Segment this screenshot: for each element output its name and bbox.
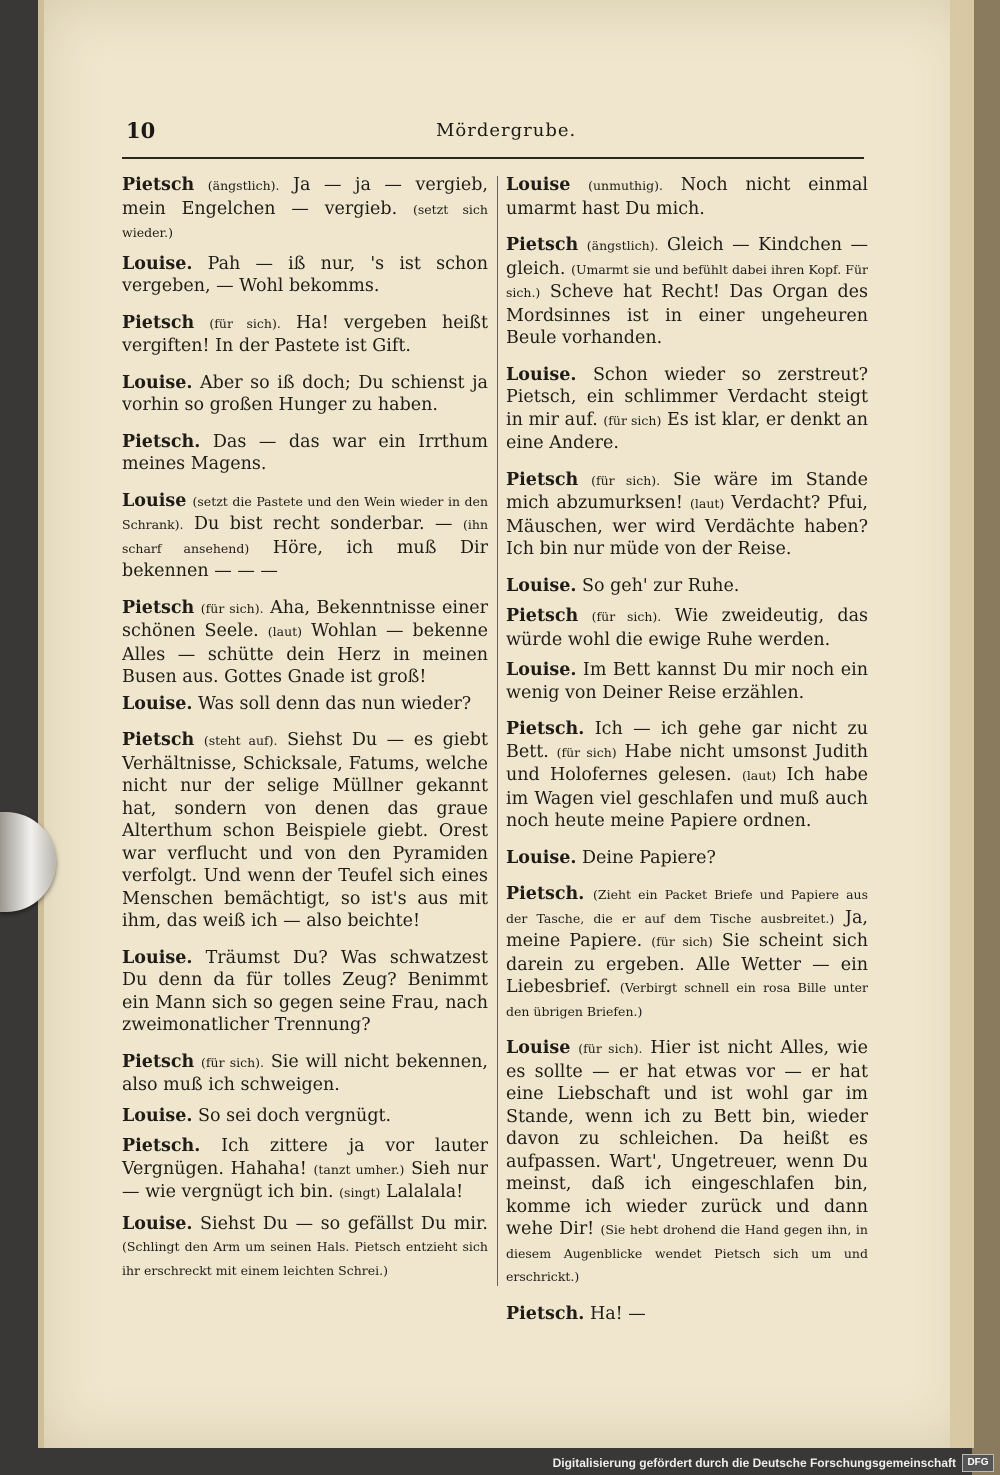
page-header bbox=[126, 116, 862, 156]
dialogue-line: Pietsch. Das — das war ein Irrthum meines Magens. bbox=[122, 431, 488, 474]
dialogue-line: Louise. Aber so iß doch; Du schienst ja vorhin so großen Hunger zu haben. bbox=[122, 372, 488, 415]
dialogue-line: Louise. Pah — iß nur, 's ist schon vergeben, — Wohl bekomms. bbox=[122, 253, 488, 296]
dialogue-line: Pietsch. Ich zittere ja vor lauter Vergnügen. Hahaha! (tanzt umher.) Sieh nur — wie vergnügt ich bin. (singt) Lalalala! bbox=[122, 1136, 488, 1202]
dialogue-line: Pietsch (für sich). Aha, Bekenntnisse einer schönen Seele. (laut) Wohlan — bekenne Alles — schütte dein Herz in meinen Busen aus. Gottes Gnade ist groß! bbox=[122, 597, 488, 687]
dialogue-line: Pietsch (ängstlich). Gleich — Kindchen — gleich. (Umarmt sie und befühlt dabei ihren Kopf. Für sich.) Scheve hat Recht! Das Organ des Mordsinnes ist in einer ungeheuren Beule vorhanden. bbox=[506, 235, 868, 348]
column-divider bbox=[497, 176, 498, 1286]
dialogue-line: Pietsch. (Zieht ein Packet Briefe und Papiere aus der Tasche, die er auf dem Tische ausbreitet.) Ja, meine Papiere. (für sich) Sie scheint sich darein zu ergeben. Alle Wetter — ein Liebesbrief. (Verbirgt schnell ein rosa Bille unter den übrigen Briefen.) bbox=[506, 884, 868, 1019]
dfg-logo: DFG bbox=[962, 1454, 994, 1472]
dialogue-line: Pietsch (für sich). Ha! vergeben heißt vergiften! In der Pastete ist Gift. bbox=[122, 312, 488, 356]
dialogue-line: Pietsch (für sich). Wie zweideutig, das würde wohl die ewige Ruhe werden. bbox=[506, 606, 868, 650]
dialogue-line: Louise. Im Bett kannst Du mir noch ein wenig von Deiner Reise erzählen. bbox=[506, 660, 868, 703]
dialogue-line: Louise (setzt die Pastete und den Wein wieder in den Schrank). Du bist recht sonderbar. — (ihn scharf ansehend) Höre, ich muß Dir bekennen — — — bbox=[122, 490, 488, 581]
dialogue-line: Louise. So geh' zur Ruhe. bbox=[506, 575, 740, 596]
scan-background-edge bbox=[972, 0, 1000, 1475]
dialogue-line: Pietsch (für sich). Sie will nicht bekennen, also muß ich schweigen. bbox=[122, 1051, 488, 1095]
page-number: 10 bbox=[126, 118, 156, 143]
digitization-credit: Digitalisierung gefördert durch die Deutsche Forschungsgemeinschaft bbox=[552, 1456, 956, 1470]
dialogue-line: Pietsch. Ich — ich gehe gar nicht zu Bett. (für sich) Habe nicht umsonst Judith und Holofernes gelesen. (laut) Ich habe im Wagen viel geschlafen und muß auch noch heute meine Papiere ordnen. bbox=[506, 719, 868, 831]
dialogue-line: Louise (für sich). Hier ist nicht Alles, wie es sollte — er hat etwas vor — er hat eine Liebschaft und ist wohl gar im Stande, wenn ich zu Bett bin, wieder davon zu schleichen. Da heißt es aufpassen. Wart', Ungetreuer, wenn Du meinst, daß ich eingeschlafen bin, komme ich wieder zurück und dann wehe Dir! (Sie hebt drohend die Hand gegen ihn, in diesem Augenblicke wendet Pietsch sich um und erschrickt.) bbox=[506, 1038, 868, 1284]
dialogue-line: Pietsch (ängstlich). Ja — ja — vergieb, mein Engelchen — vergieb. (setzt sich wieder.) bbox=[122, 175, 488, 240]
left-column bbox=[122, 174, 488, 1282]
dialogue-line: Pietsch. Ha! — bbox=[506, 1303, 646, 1324]
right-column bbox=[506, 174, 868, 1325]
page-right-edge bbox=[950, 0, 974, 1448]
dialogue-line: Louise. Schon wieder so zerstreut? Pietsch, ein schlimmer Verdacht steigt in mir auf. (für sich) Es ist klar, er denkt an eine Andere. bbox=[506, 364, 868, 453]
running-head: Mördergrube. bbox=[436, 120, 577, 141]
page-left-edge bbox=[38, 0, 44, 1448]
dialogue-line: Louise. Siehst Du — so gefällst Du mir. (Schlingt den Arm um seinen Hals. Pietsch entzieht sich ihr erschreckt mit einem leichten Schrei.) bbox=[122, 1213, 488, 1278]
dialogue-line: Louise (unmuthig). Noch nicht einmal umarmt hast Du mich. bbox=[506, 175, 868, 219]
dialogue-line: Pietsch (für sich). Sie wäre im Stande mich abzumurksen! (laut) Verdacht? Pfui, Mäuschen, wer wird Verdächte haben? Ich bin nur müde von der Reise. bbox=[506, 469, 868, 559]
dialogue-line: Louise. So sei doch vergnügt. bbox=[122, 1105, 392, 1126]
dialogue-line: Louise. Was soll denn das nun wieder? bbox=[122, 693, 472, 714]
dialogue-line: Louise. Deine Papiere? bbox=[506, 847, 716, 868]
dialogue-line: Pietsch (steht auf). Siehst Du — es giebt Verhältnisse, Schicksale, Fatums, welche nicht nur der selige Müllner gekannt hat, sondern von denen das graue Alterthum schon Beispiele giebt. Orest war verflucht und von den Pyramiden verfolgt. Und wenn der Teufel sich eines Menschen bemächtigt, so ist's aus mit ihm, das weiß ich — also beichte! bbox=[122, 730, 488, 931]
dialogue-line: Louise. Träumst Du? Was schwatzest Du denn da für tolles Zeug? Benimmt ein Mann sich so gegen seine Frau, nach zweimonatlicher Trennung? bbox=[122, 947, 488, 1035]
header-rule bbox=[122, 157, 864, 159]
